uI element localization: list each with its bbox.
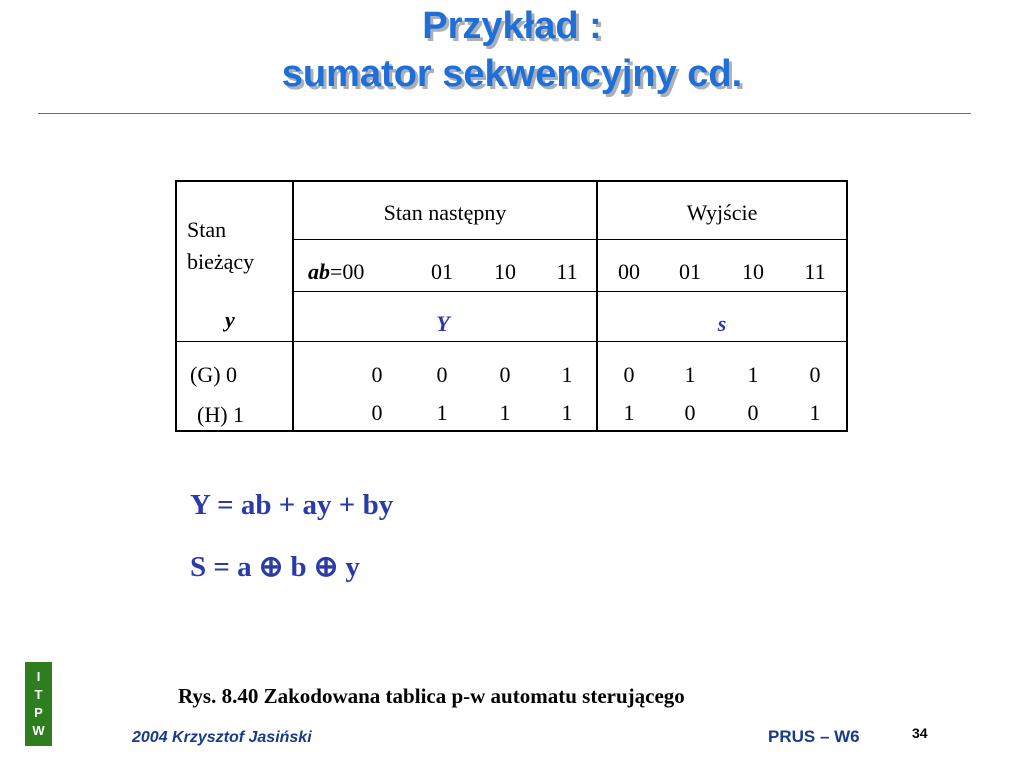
output-var: s <box>717 311 727 336</box>
ab-label: ab <box>308 259 330 284</box>
table-border-right <box>846 180 848 432</box>
logo-letter: W <box>32 723 45 738</box>
logo-letter: P <box>34 705 43 720</box>
state-row-h: (H) 1 <box>197 402 245 427</box>
out-col-11: 11 <box>804 259 826 284</box>
next-cell: 1 <box>499 400 511 425</box>
out-cell: 0 <box>747 400 759 425</box>
current-state-var: y <box>225 307 235 332</box>
next-col-01: 01 <box>431 259 453 284</box>
formula-y: Y = ab + ay + by <box>190 489 394 521</box>
table-border-bottom <box>175 430 848 432</box>
title-line-1: Przykład : <box>422 5 602 47</box>
state-table <box>175 180 848 432</box>
footer-course: PRUS – W6 <box>768 727 860 746</box>
out-col-10: 10 <box>742 259 764 284</box>
next-col-11: 11 <box>556 259 578 284</box>
ab-first-col: =00 <box>330 259 365 284</box>
table-line-body <box>175 341 848 342</box>
title-divider <box>38 113 971 114</box>
table-line-cols <box>292 291 848 292</box>
out-col-01: 01 <box>679 259 701 284</box>
next-cell: 0 <box>371 400 383 425</box>
next-cell: 0 <box>499 362 511 387</box>
next-cell: 0 <box>371 362 383 387</box>
footer-author: 2004 Krzysztof Jasiński <box>132 729 312 746</box>
out-col-00: 00 <box>618 259 640 284</box>
out-cell: 1 <box>809 400 821 425</box>
next-cell: 0 <box>436 362 448 387</box>
title-line-2: sumator sekwencyjny cd. <box>281 53 743 95</box>
out-cell: 0 <box>684 400 696 425</box>
out-cell: 1 <box>747 362 759 387</box>
table-border-left <box>175 180 177 432</box>
next-cell: 1 <box>561 362 573 387</box>
state-row-g: (G) 0 <box>190 362 238 387</box>
out-cell: 1 <box>684 362 696 387</box>
table-border-top <box>175 180 848 182</box>
next-state-header: Stan następny <box>383 200 507 225</box>
logo-letter: I <box>36 669 41 684</box>
next-state-var: Y <box>436 311 450 336</box>
next-cell: 1 <box>436 400 448 425</box>
table-line-header <box>292 239 848 240</box>
out-cell: 0 <box>623 362 635 387</box>
out-cell: 0 <box>809 362 821 387</box>
current-state-label: Stan <box>187 217 227 242</box>
itpw-logo <box>25 662 52 746</box>
out-cell: 1 <box>623 400 635 425</box>
formula-s: S = a ⊕ b ⊕ y <box>190 551 360 583</box>
ab-label-cell <box>308 259 364 285</box>
output-header: Wyjście <box>686 200 758 225</box>
current-state-label-2: bieżący <box>187 249 255 274</box>
logo-letter: T <box>34 687 43 702</box>
next-cell: 1 <box>561 400 573 425</box>
page-number: 34 <box>912 725 928 741</box>
figure-caption: Rys. 8.40 Zakodowana tablica p-w automatu sterującego <box>178 684 685 708</box>
next-col-10: 10 <box>494 259 516 284</box>
